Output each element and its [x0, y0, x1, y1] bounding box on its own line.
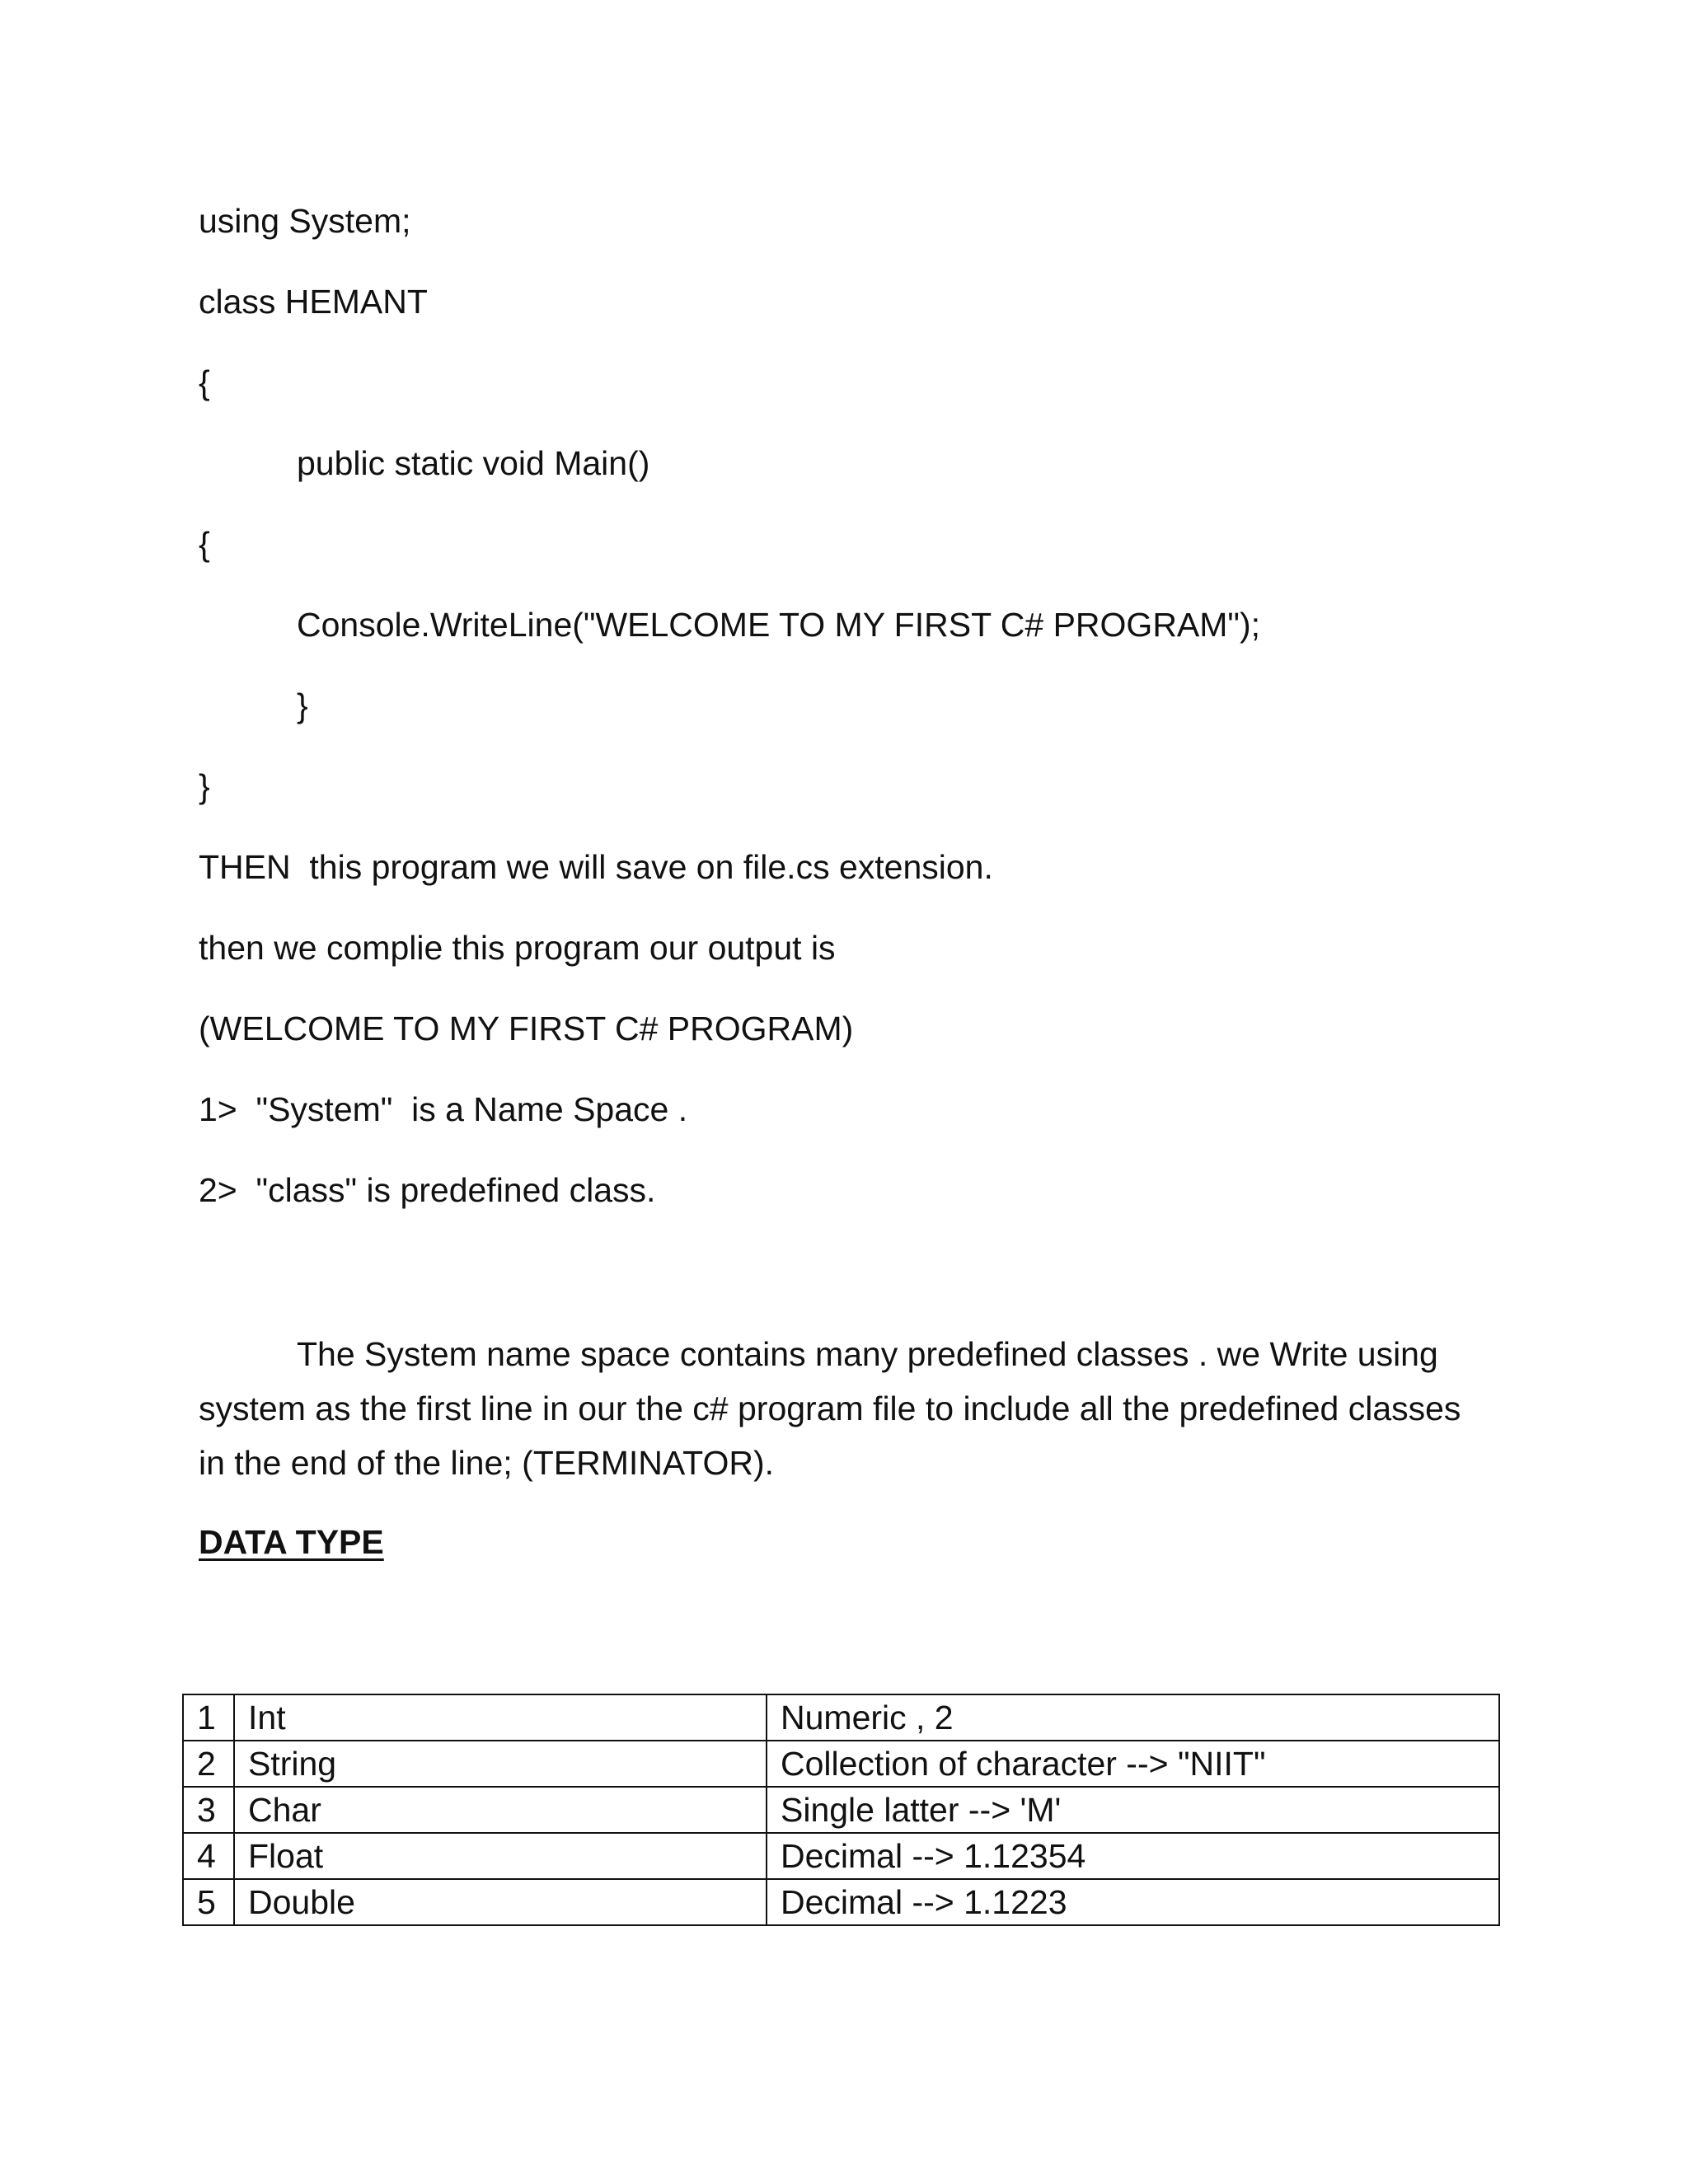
row-number: 1 [183, 1694, 234, 1741]
code-line-main: public static void Main() [297, 444, 650, 482]
data-type-table [182, 1694, 1500, 1926]
type-description: Decimal --> 1.12354 [767, 1833, 1499, 1879]
data-type-heading: DATA TYPE [199, 1523, 384, 1561]
type-name: String [234, 1741, 767, 1787]
type-name: Char [234, 1787, 767, 1833]
table-row [183, 1879, 1499, 1925]
note-point-2: 2> "class" is predefined class. [199, 1171, 656, 1209]
type-description: Decimal --> 1.1223 [767, 1879, 1499, 1925]
type-description: Numeric , 2 [767, 1694, 1499, 1741]
type-name: Float [234, 1833, 767, 1879]
code-line-writeline: Console.WriteLine("WELCOME TO MY FIRST C# PROGRAM"); [297, 606, 1261, 644]
type-description: Collection of character --> "NIIT" [767, 1741, 1499, 1787]
row-number: 3 [183, 1787, 234, 1833]
note-output: (WELCOME TO MY FIRST C# PROGRAM) [199, 1010, 854, 1047]
table-row [183, 1833, 1499, 1879]
code-line-open-brace: { [199, 363, 210, 401]
row-number: 5 [183, 1879, 234, 1925]
type-name: Double [234, 1879, 767, 1925]
note-compile: then we complie this program our output is [199, 929, 836, 967]
code-line-close-brace-2: } [199, 767, 210, 805]
type-description: Single latter --> 'M' [767, 1787, 1499, 1833]
table-row [183, 1694, 1499, 1741]
code-line-using: using System; [199, 202, 411, 240]
note-point-1: 1> "System" is a Name Space . [199, 1090, 688, 1128]
table-row [183, 1741, 1499, 1787]
code-line-close-brace: } [297, 687, 308, 724]
row-number: 4 [183, 1833, 234, 1879]
note-save: THEN this program we will save on file.cs extension. [199, 848, 993, 886]
explanation-paragraph: The System name space contains many predefined classes . we Write using system as the first line in our the c# program file to include all the predefined classes in the end of the line; (TERMINATOR). [199, 1335, 1461, 1482]
table-row [183, 1787, 1499, 1833]
code-line-class: class HEMANT [199, 283, 428, 321]
code-line-open-brace-2: { [199, 525, 210, 563]
row-number: 2 [183, 1741, 234, 1787]
type-name: Int [234, 1694, 767, 1741]
